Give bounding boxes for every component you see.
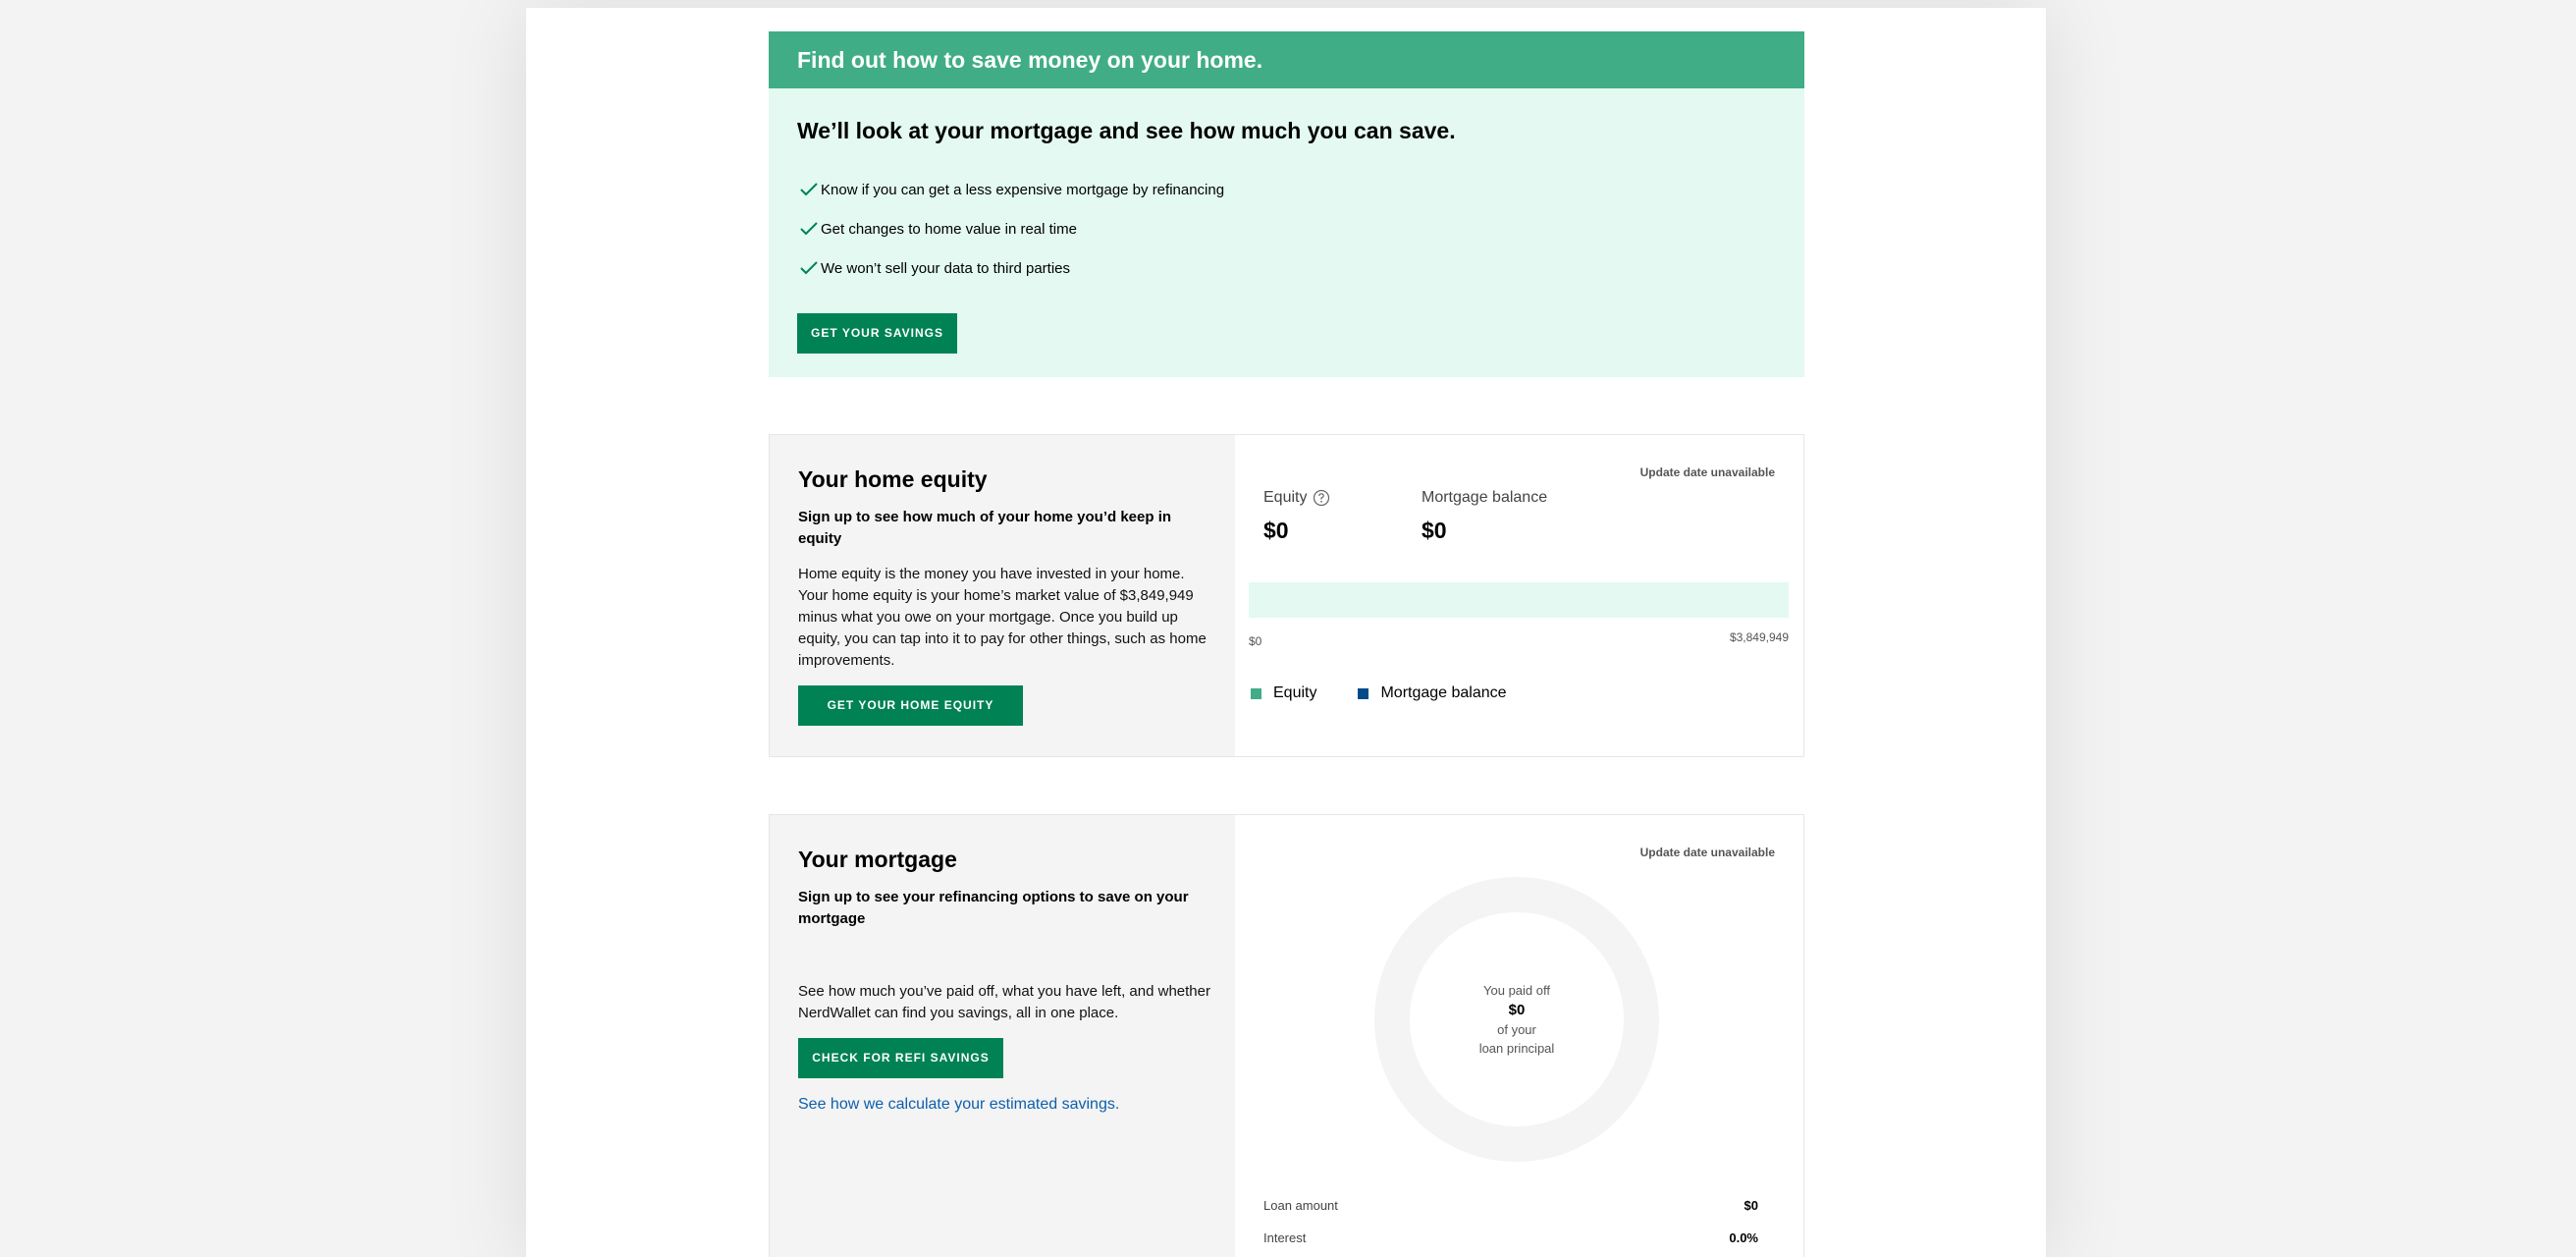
mortgage-subtitle: Sign up to see your refinancing options to save on your mortgage [798,889,1189,927]
savings-promo-card [769,31,1804,377]
checkmark-icon [797,220,821,238]
legend-item-mortgage-balance: Mortgage balance [1358,684,1506,702]
promo-header: Find out how to save money on your home. [769,31,1804,88]
loan-amount-row: Loan amount $0 [1263,1198,1758,1213]
benefit-text: Know if you can get a less expensive mortgage by refinancing [821,181,1225,198]
equity-update-note: Update date unavailable [1639,465,1775,479]
get-your-savings-button[interactable]: GET YOUR SAVINGS [797,313,957,354]
equity-chart-area [1235,435,1803,756]
mortgage-balance-value: $0 [1422,518,1447,543]
get-your-home-equity-button[interactable]: GET YOUR HOME EQUITY [798,685,1023,726]
benefit-text: We won’t sell your data to third parties [821,259,1071,277]
home-equity-card [769,434,1804,757]
axis-max-label: $3,849,949 [1729,630,1789,644]
equity-title: Your home equity [798,466,988,492]
legend-swatch-equity [1251,688,1261,699]
mortgage-title: Your mortgage [798,847,957,872]
check-for-refi-savings-button[interactable]: CHECK FOR REFI SAVINGS [798,1038,1003,1078]
equity-stat-value: $0 [1263,518,1289,543]
benefit-item [797,248,1776,288]
checkmark-icon [797,259,821,277]
paid-off-amount: $0 [1508,1002,1526,1018]
benefit-text: Get changes to home value in real time [821,220,1077,238]
calculation-info-link[interactable]: See how we calculate your estimated savings. [798,1096,1120,1113]
equity-description: Home equity is the money you have invested in your home. Your home equity is your home’s market value of $3,849,949 minus what you owe on your mortgage. Once you build up equity, you can tap into it to pay for other things, such as home improvements. [798,566,1207,669]
promo-headline: We’ll look at your mortgage and see how much you can save. [797,118,1456,143]
benefit-item [797,209,1776,248]
equity-bar-track [1249,582,1789,618]
interest-row: Interest 0.0% [1263,1230,1758,1245]
benefit-item [797,170,1776,209]
question-circle-icon[interactable] [1313,489,1330,507]
legend-item-equity: Equity [1251,684,1316,702]
checkmark-icon [797,181,821,198]
mortgage-update-note: Update date unavailable [1639,846,1775,859]
equity-stat-label: Equity [1263,489,1330,507]
mortgage-chart-area [1235,815,1803,1257]
legend-swatch-mortgage [1358,688,1368,699]
mortgage-balance-label: Mortgage balance [1422,489,1548,506]
donut-center-text: You paid off $0 of your loan principal [1478,983,1555,1056]
chart-legend [1251,684,1548,702]
mortgage-card [769,814,1804,1257]
equity-subtitle: Sign up to see how much of your home you’d keep in equity [798,509,1172,547]
axis-min-label: $0 [1249,634,1262,648]
mortgage-description: See how much you’ve paid off, what you have left, and whether NerdWallet can find you savings, all in one place. [798,983,1210,1021]
